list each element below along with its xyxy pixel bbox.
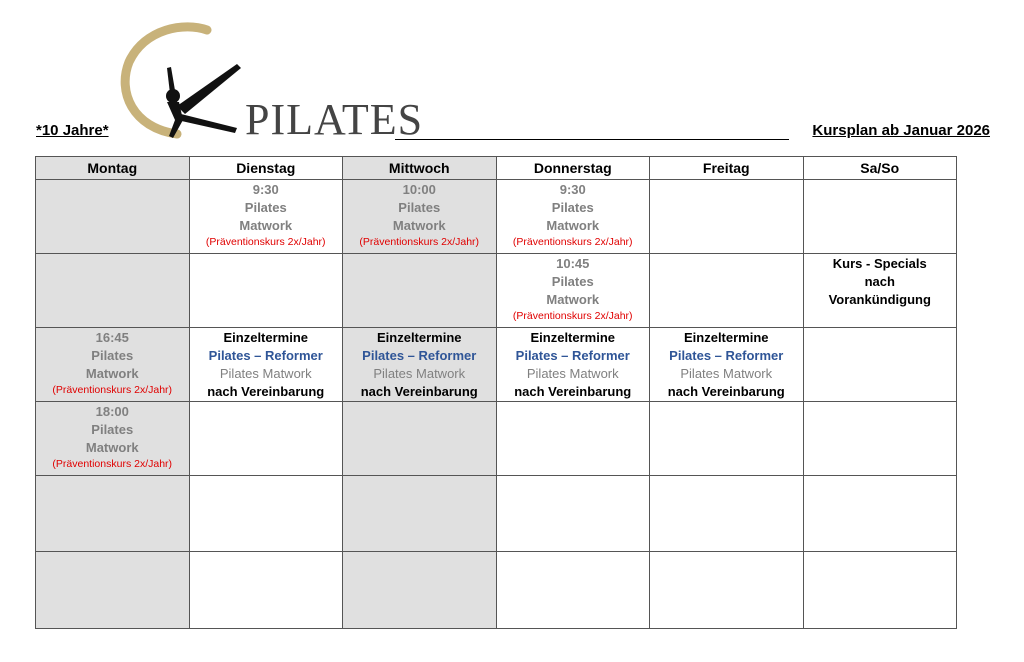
course-note: (Präventionskurs 2x/Jahr) [52, 458, 173, 470]
course-time: 9:30 [559, 182, 586, 197]
course-entry [343, 180, 496, 250]
day-header-freitag: Freitag [650, 157, 804, 180]
course-time: 9:30 [252, 182, 279, 197]
course-entry [36, 328, 189, 398]
table-row [36, 476, 957, 552]
title-underline [395, 139, 789, 140]
reformer-line: nach Vereinbarung [207, 384, 325, 399]
course-entry [190, 180, 343, 250]
day-header-dienstag: Dienstag [189, 157, 343, 180]
reformer-line: nach Vereinbarung [514, 384, 632, 399]
reformer-line: Pilates Matwork [526, 366, 619, 381]
schedule-cell [189, 552, 343, 629]
schedule-cell [803, 180, 957, 254]
schedule-cell [343, 476, 497, 552]
schedule-cell [803, 328, 957, 402]
course-line: Pilates [244, 200, 287, 215]
course-entry [497, 254, 650, 324]
day-header-donnerstag: Donnerstag [496, 157, 650, 180]
pilates-logo [115, 22, 424, 144]
schedule-cell [36, 328, 190, 402]
course-line: Pilates [91, 348, 134, 363]
course-line: Matwork [85, 366, 139, 381]
table-header-row [36, 157, 957, 180]
course-line: Matwork [239, 218, 293, 233]
schedule-cell [36, 254, 190, 328]
specials-line: nach [864, 274, 895, 289]
schedule-cell [803, 402, 957, 476]
schedule-cell [496, 402, 650, 476]
course-line: Pilates [398, 200, 441, 215]
reformer-title: Einzeltermine [223, 330, 309, 345]
reformer-line: nach Vereinbarung [667, 384, 785, 399]
schedule-cell [803, 254, 957, 328]
schedule-cell [803, 552, 957, 629]
schedule-cell [496, 180, 650, 254]
table-row [36, 254, 957, 328]
reformer-title: Einzeltermine [683, 330, 769, 345]
schedule-cell [189, 328, 343, 402]
table-row [36, 180, 957, 254]
reformer-line: Pilates – Reformer [208, 348, 323, 363]
table-row [36, 402, 957, 476]
reformer-entry [650, 328, 803, 401]
schedule-cell [650, 180, 804, 254]
schedule-cell [496, 254, 650, 328]
schedule-cell [803, 476, 957, 552]
schedule-cell [189, 402, 343, 476]
schedule-cell [343, 328, 497, 402]
schedule-cell [189, 254, 343, 328]
schedule-cell [189, 180, 343, 254]
course-time: 18:00 [95, 404, 129, 419]
schedule-cell [189, 476, 343, 552]
jubilee-label: *10 Jahre* [36, 122, 109, 139]
schedule-cell [343, 180, 497, 254]
course-line: Matwork [546, 292, 600, 307]
course-time: 10:00 [402, 182, 436, 197]
course-note: (Präventionskurs 2x/Jahr) [205, 236, 326, 248]
course-time: 10:45 [556, 256, 590, 271]
reformer-line: Pilates – Reformer [669, 348, 784, 363]
schedule-cell [650, 254, 804, 328]
schedule-cell [36, 402, 190, 476]
course-time: 16:45 [95, 330, 129, 345]
schedule-cell [496, 552, 650, 629]
reformer-line: Pilates Matwork [373, 366, 466, 381]
reformer-line: Pilates Matwork [680, 366, 773, 381]
schedule-cell [496, 476, 650, 552]
course-line: Pilates [91, 422, 134, 437]
course-line: Matwork [546, 218, 600, 233]
schedule-cell [650, 552, 804, 629]
specials-line: Vorankündigung [828, 292, 931, 307]
day-header-montag: Montag [36, 157, 190, 180]
reformer-title: Einzeltermine [530, 330, 616, 345]
schedule-cell [650, 402, 804, 476]
course-note: (Präventionskurs 2x/Jahr) [512, 310, 633, 322]
reformer-line: nach Vereinbarung [360, 384, 478, 399]
course-entry [497, 180, 650, 250]
course-entry [36, 402, 189, 472]
page-header [0, 0, 1024, 150]
reformer-title: Einzeltermine [376, 330, 462, 345]
course-note: (Präventionskurs 2x/Jahr) [512, 236, 633, 248]
course-line: Matwork [85, 440, 139, 455]
course-line: Pilates [551, 274, 594, 289]
reformer-line: Pilates – Reformer [515, 348, 630, 363]
schedule-cell [496, 328, 650, 402]
course-note: (Präventionskurs 2x/Jahr) [359, 236, 480, 248]
reformer-line: Pilates – Reformer [362, 348, 477, 363]
reformer-line: Pilates Matwork [219, 366, 312, 381]
reformer-entry [190, 328, 343, 401]
schedule-cell [650, 476, 804, 552]
table-row [36, 552, 957, 629]
day-header-wochenende: Sa/So [803, 157, 957, 180]
specials-entry [804, 254, 957, 309]
course-line: Pilates [551, 200, 594, 215]
table-row [36, 328, 957, 402]
schedule-cell [343, 552, 497, 629]
reformer-entry [343, 328, 496, 401]
specials-line: Kurs - Specials [832, 256, 927, 271]
schedule-table [35, 156, 957, 629]
logo-wordmark: PILATES [245, 95, 424, 144]
schedule-cell [650, 328, 804, 402]
reformer-entry [497, 328, 650, 401]
schedule-cell [36, 552, 190, 629]
schedule-cell [343, 402, 497, 476]
course-note: (Präventionskurs 2x/Jahr) [52, 384, 173, 396]
course-line: Matwork [392, 218, 446, 233]
day-header-mittwoch: Mittwoch [343, 157, 497, 180]
schedule-cell [343, 254, 497, 328]
plan-title: Kursplan ab Januar 2026 [812, 122, 990, 139]
schedule-cell [36, 476, 190, 552]
schedule-cell [36, 180, 190, 254]
